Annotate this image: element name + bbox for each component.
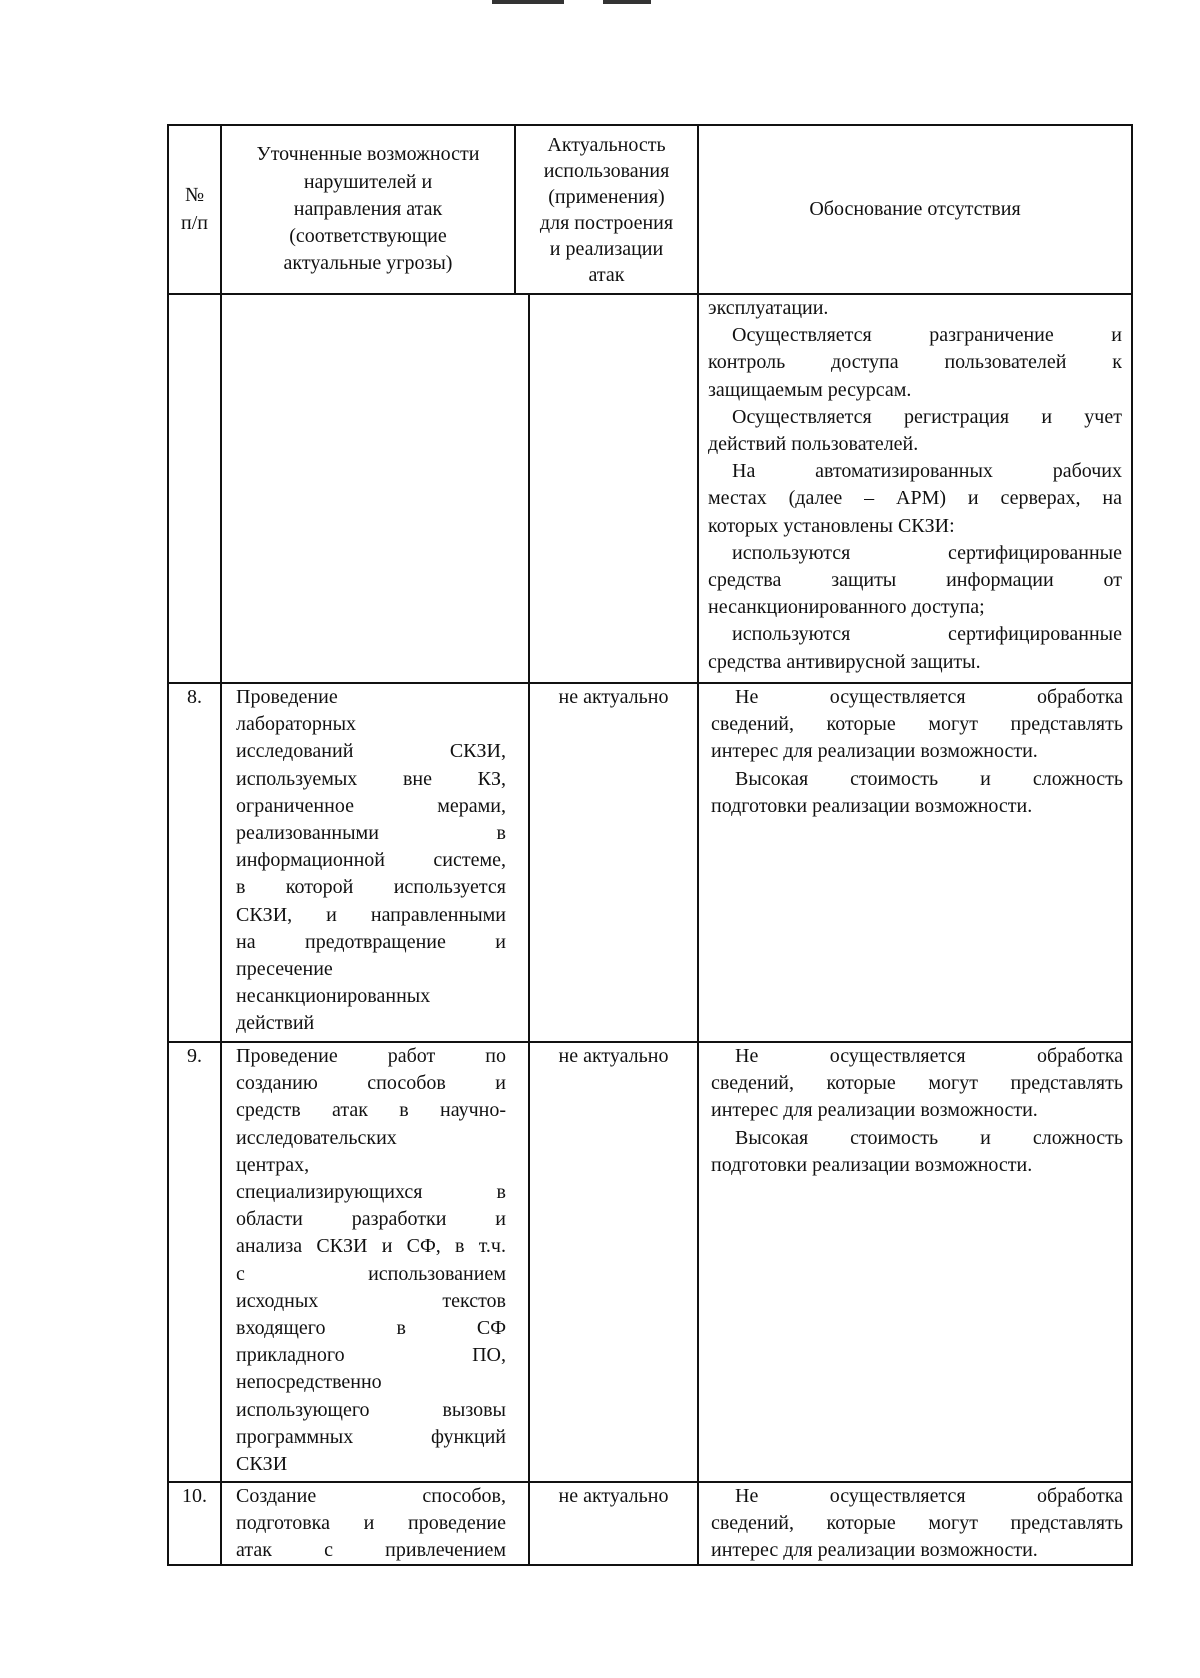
capability-line: специализирующихся в bbox=[236, 1181, 506, 1204]
header-capabilities bbox=[222, 126, 514, 293]
relevance-cell: не актуально bbox=[558, 1045, 669, 1067]
justification-line: Осуществляется регистрация и учет bbox=[732, 405, 1122, 428]
justification-line: средства антивирусной защиты. bbox=[708, 650, 981, 673]
header-relevance-line: и реализации bbox=[549, 237, 664, 260]
justification-line: используются сертифицированные bbox=[732, 623, 1122, 646]
header-num bbox=[169, 126, 220, 293]
justification-line: Не осуществляется обработка bbox=[735, 1485, 1123, 1507]
header-justification bbox=[699, 126, 1131, 293]
header-num-line: № bbox=[184, 184, 205, 207]
justification-line: На автоматизированных рабочих bbox=[732, 460, 1122, 483]
justification-cell bbox=[711, 684, 1123, 820]
header-justification-text: Обоснование отсутствия bbox=[809, 197, 1021, 220]
capability-line: СКЗИ, и направленными bbox=[236, 903, 506, 926]
capability-line: средств атак в научно- bbox=[236, 1099, 506, 1122]
capability-cell bbox=[236, 1043, 506, 1478]
capability-line: действий bbox=[236, 1012, 315, 1035]
capability-line: непосредственно bbox=[236, 1371, 382, 1394]
header-relevance-line: атак bbox=[588, 263, 625, 286]
header-relevance-line: использования bbox=[543, 159, 670, 182]
capability-cell bbox=[236, 1483, 506, 1565]
table-border-left bbox=[167, 124, 169, 1566]
capability-line: несанкционированных bbox=[236, 985, 431, 1008]
capability-line: с использованием bbox=[236, 1262, 506, 1285]
header-relevance-line: (применения) bbox=[548, 185, 665, 208]
header-relevance-line: Актуальность bbox=[547, 133, 666, 156]
row-number: 10. bbox=[182, 1485, 207, 1507]
justification-line: интерес для реализации возможности. bbox=[711, 1099, 1038, 1122]
continuation-justification bbox=[708, 295, 1122, 676]
justification-line: Не осуществляется обработка bbox=[735, 686, 1123, 708]
justification-line: сведений, которые могут представлять bbox=[711, 1072, 1123, 1095]
header-capabilities-line: актуальные угрозы) bbox=[283, 252, 453, 275]
justification-line: подготовки реализации возможности. bbox=[711, 794, 1033, 817]
justification-line: контроль доступа пользователей к bbox=[708, 351, 1122, 374]
capability-line: реализованными в bbox=[236, 822, 506, 845]
capability-line: созданию способов и bbox=[236, 1072, 506, 1095]
capability-line: в которой используется bbox=[236, 876, 506, 899]
header-capabilities-line: Уточненные возможности bbox=[256, 143, 480, 166]
header-capabilities-line: (соответствующие bbox=[289, 225, 447, 248]
justification-cell bbox=[711, 1483, 1123, 1565]
justification-line: эксплуатации. bbox=[708, 297, 829, 319]
capability-line: Проведение bbox=[236, 686, 338, 708]
justification-line: Не осуществляется обработка bbox=[735, 1045, 1123, 1067]
row-number: 9. bbox=[187, 1045, 202, 1067]
column-divider-3 bbox=[697, 124, 699, 1566]
capability-line: пресечение bbox=[236, 958, 333, 981]
justification-line: сведений, которые могут представлять bbox=[711, 713, 1123, 736]
capability-line: атак с привлечением bbox=[236, 1539, 506, 1562]
capability-line: области разработки и bbox=[236, 1208, 506, 1231]
table-border-right bbox=[1131, 124, 1133, 1566]
header-relevance-line: для построения bbox=[539, 211, 674, 234]
row-number: 8. bbox=[187, 686, 202, 708]
justification-line: действий пользователей. bbox=[708, 433, 919, 456]
scan-mark-left bbox=[492, 0, 564, 4]
scan-mark-right bbox=[603, 0, 651, 4]
justification-line: местах (далее – АРМ) и серверах, на bbox=[708, 487, 1122, 510]
header-relevance bbox=[516, 126, 697, 293]
justification-cell bbox=[711, 1043, 1123, 1179]
header-num-line: п/п bbox=[181, 211, 208, 234]
capability-line: лабораторных bbox=[236, 713, 357, 736]
header-capabilities-line: нарушителей и bbox=[303, 170, 433, 193]
justification-line: Высокая стоимость и сложность bbox=[735, 767, 1123, 790]
justification-line: которых установлены СКЗИ: bbox=[708, 514, 955, 537]
justification-line: интерес для реализации возможности. bbox=[711, 740, 1038, 763]
capability-line: прикладного ПО, bbox=[236, 1344, 506, 1367]
justification-line: интерес для реализации возможности. bbox=[711, 1539, 1038, 1562]
relevance-cell: не актуально bbox=[558, 1485, 669, 1507]
capability-line: программных функций bbox=[236, 1425, 506, 1448]
capability-line: входящего в СФ bbox=[236, 1317, 506, 1340]
capability-line: Создание способов, bbox=[236, 1485, 506, 1507]
capability-line: подготовка и проведение bbox=[236, 1512, 506, 1535]
header-capabilities-line: направления атак bbox=[293, 197, 443, 220]
justification-line: используются сертифицированные bbox=[732, 541, 1122, 564]
capability-line: использующего вызовы bbox=[236, 1398, 506, 1421]
column-divider-1 bbox=[220, 124, 222, 1566]
justification-line: защищаемым ресурсам. bbox=[708, 378, 912, 401]
justification-line: Осуществляется разграничение и bbox=[732, 324, 1122, 347]
capability-line: исходных текстов bbox=[236, 1289, 506, 1312]
justification-line: подготовки реализации возможности. bbox=[711, 1153, 1033, 1176]
capability-line: ограниченное мерами, bbox=[236, 794, 506, 817]
capability-line: анализа СКЗИ и СФ, в т.ч. bbox=[236, 1235, 506, 1258]
justification-line: сведений, которые могут представлять bbox=[711, 1512, 1123, 1535]
capability-line: информационной системе, bbox=[236, 849, 506, 872]
justification-line: средства защиты информации от bbox=[708, 569, 1122, 592]
column-divider-2 bbox=[528, 294, 530, 1566]
justification-line: несанкционированного доступа; bbox=[708, 596, 985, 619]
capability-line: Проведение работ по bbox=[236, 1045, 506, 1067]
capability-line: СКЗИ bbox=[236, 1453, 288, 1476]
capability-cell bbox=[236, 684, 506, 1038]
capability-line: используемых вне КЗ, bbox=[236, 767, 506, 790]
capability-line: на предотвращение и bbox=[236, 930, 506, 953]
relevance-cell: не актуально bbox=[558, 686, 669, 708]
capability-line: исследовательских bbox=[236, 1126, 397, 1149]
capability-line: центрах, bbox=[236, 1153, 310, 1176]
justification-line: Высокая стоимость и сложность bbox=[735, 1126, 1123, 1149]
capability-line: исследований СКЗИ, bbox=[236, 740, 506, 763]
